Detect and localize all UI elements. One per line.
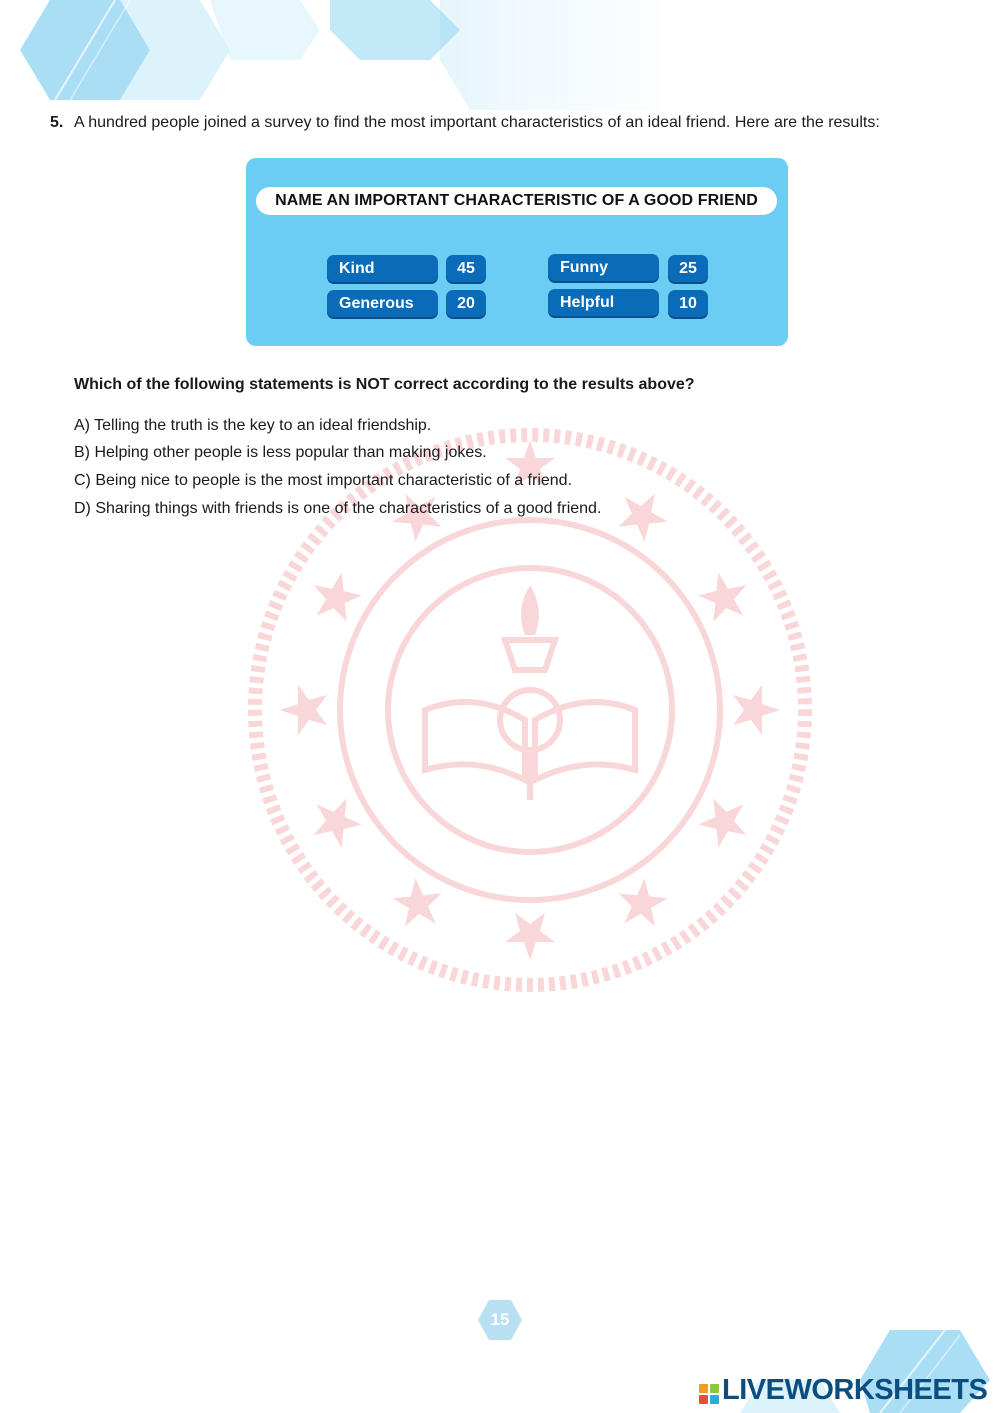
option-d[interactable]: D) Sharing things with friends is one of the characteristics of a good friend. [74, 500, 602, 517]
result-value-generous: 20 [446, 290, 486, 317]
page-number: 15 [490, 1310, 510, 1329]
result-value-helpful: 10 [668, 290, 708, 317]
question-text: A hundred people joined a survey to find the most important characteristics of an ideal friend. Here are the results: [74, 114, 880, 131]
result-label-generous: Generous [327, 290, 438, 317]
question-prompt: Which of the following statements is NOT correct according to the results above? [74, 376, 695, 393]
result-value-kind: 45 [446, 255, 486, 282]
question-number: 5. [50, 114, 64, 131]
option-b[interactable]: B) Helping other people is less popular than making jokes. [74, 444, 487, 461]
survey-title: NAME AN IMPORTANT CHARACTERISTIC OF A GOOD FRIEND [256, 187, 777, 215]
result-value-funny: 25 [668, 255, 708, 282]
result-label-kind: Kind [327, 255, 438, 282]
option-c[interactable]: C) Being nice to people is the most important characteristic of a friend. [74, 472, 573, 489]
brand-name[interactable]: LIVEWORKSHEETS [722, 1374, 988, 1406]
option-a[interactable]: A) Telling the truth is the key to an ideal friendship. [74, 417, 432, 434]
liveworksheets-logo-icon [698, 1376, 722, 1408]
hexagon-header-decoration [0, 0, 660, 110]
result-label-funny: Funny [548, 254, 659, 281]
result-label-helpful: Helpful [548, 289, 659, 316]
